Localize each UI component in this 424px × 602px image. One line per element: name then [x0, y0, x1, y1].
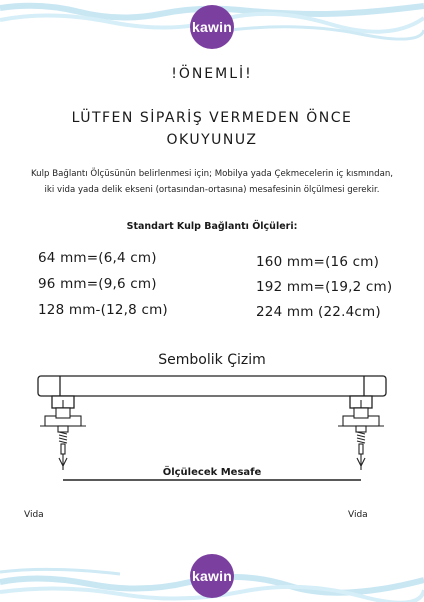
screw-label-left: Vida	[24, 510, 44, 520]
brand-logo-top	[190, 5, 234, 49]
brand-logo-bottom	[190, 554, 234, 598]
instructions-line2: iki vida yada delik ekseni (ortasından-ortasına) mesafesinin ölçülmesi gerekir.	[44, 185, 380, 195]
screw-label-right: Vida	[348, 510, 368, 520]
warning-heading-line1: LÜTFEN SİPARİŞ VERMEDEN ÖNCE	[71, 110, 353, 126]
brand-logo-text: kawin	[192, 568, 232, 584]
warning-heading	[0, 107, 424, 151]
measure-left-3: 128 mm-(12,8 cm)	[38, 302, 168, 318]
instructions-line1: Kulp Bağlantı Ölçüsünün belirlenmesi için; Mobilya yada Çekmecelerin iç kısmından,	[30, 169, 394, 179]
measure-right-2: 192 mm=(19,2 cm)	[256, 279, 393, 295]
measure-left-2: 96 mm=(9,6 cm)	[38, 276, 157, 292]
left-mount	[40, 400, 86, 470]
standards-title: Standart Kulp Bağlantı Ölçüleri:	[126, 221, 298, 232]
measure-right-1: 160 mm=(16 cm)	[256, 254, 380, 270]
diagram-title: Sembolik Çizim	[158, 352, 266, 368]
important-heading: !ÖNEMLİ!	[171, 66, 253, 82]
measure-label: Ölçülecek Mesafe	[162, 467, 262, 478]
measure-left-1: 64 mm=(6,4 cm)	[38, 250, 157, 266]
instructions-paragraph	[0, 166, 424, 198]
brand-logo-text: kawin	[192, 19, 232, 35]
handle-bar	[38, 376, 386, 396]
warning-heading-line2: OKUYUNUZ	[166, 132, 258, 148]
right-mount	[338, 400, 384, 470]
measure-right-3: 224 mm (22.4cm)	[256, 304, 381, 320]
